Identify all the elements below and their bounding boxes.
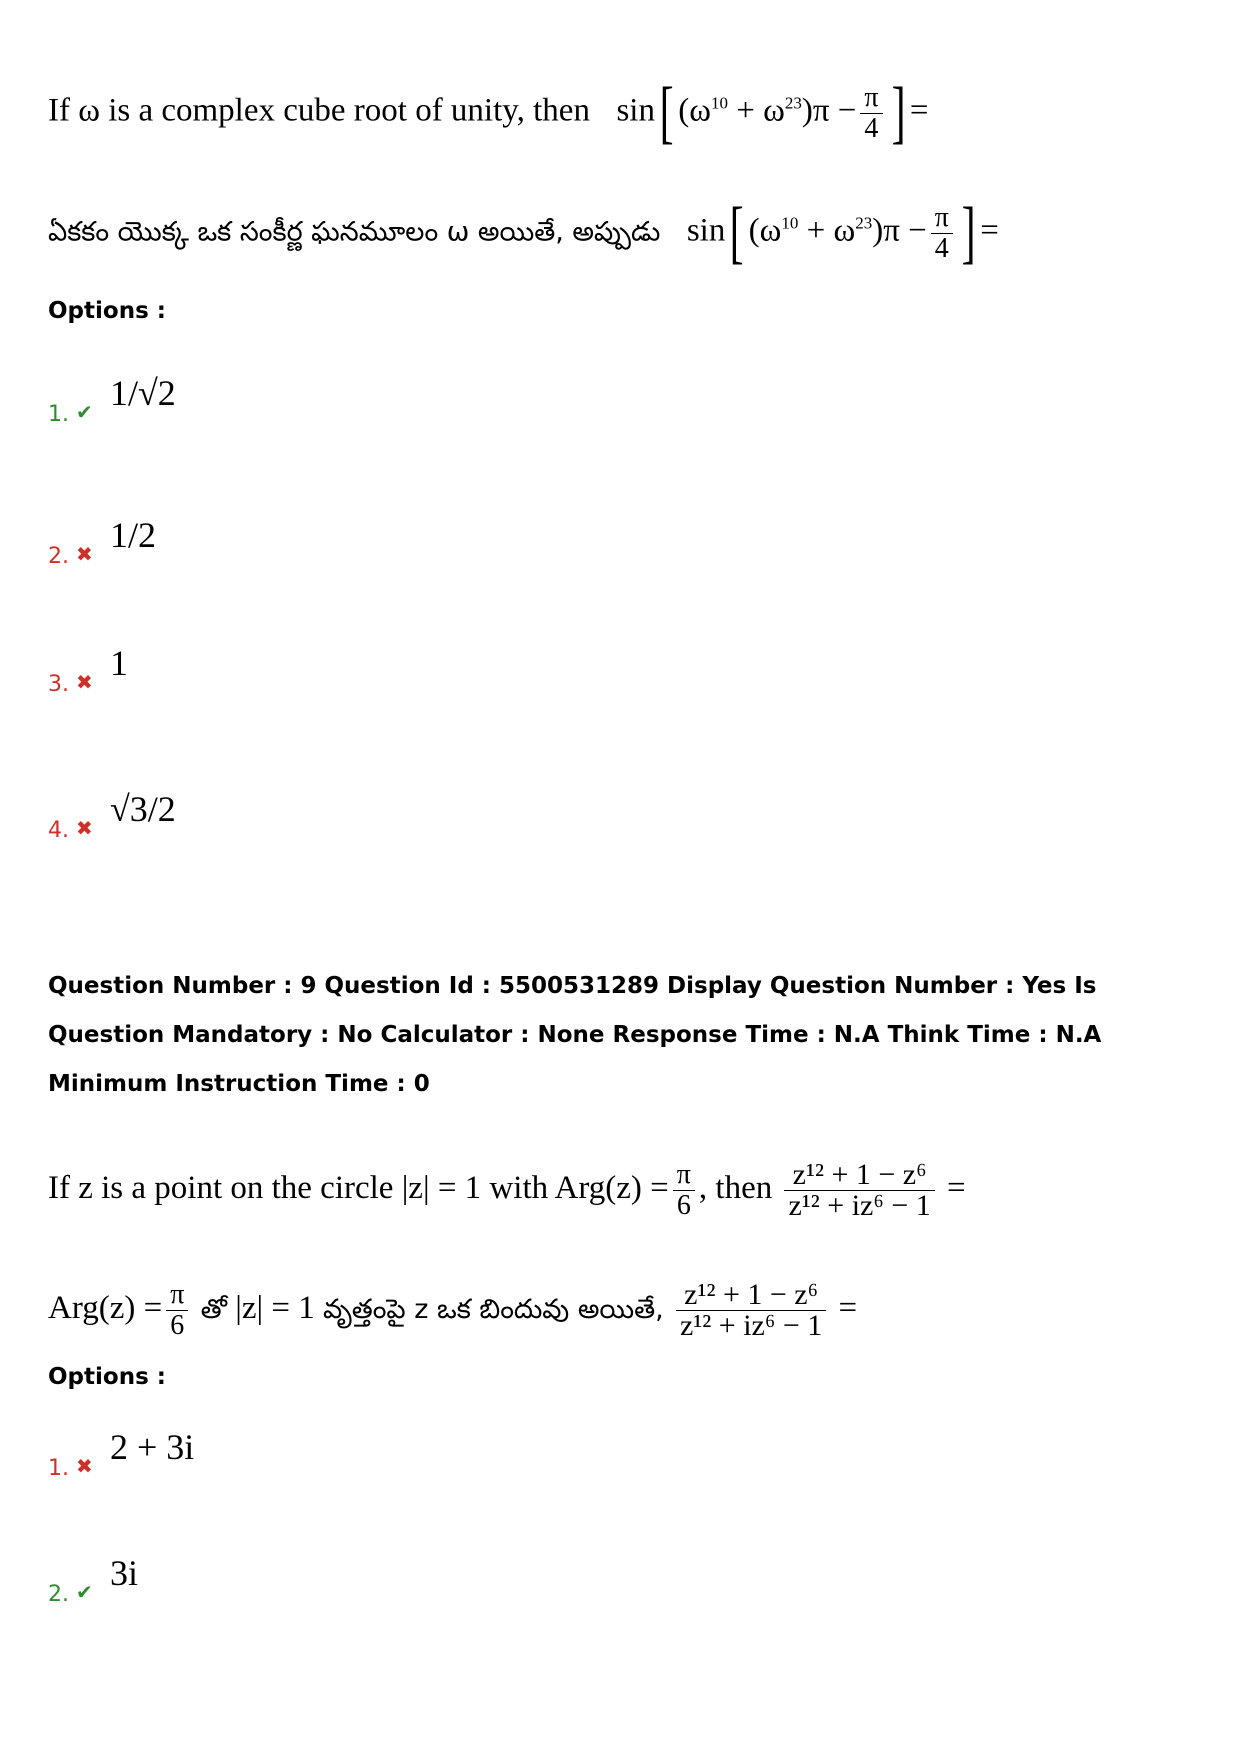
q8-english-question: If ω is a complex cube root of unity, then sin[ $(\omega^{10} + \omega^{23})\pi$ − $\frac{\pi}{4}$ ] = [48,74,929,151]
q9-telugu-main-fraction: $\frac{\text{z¹² + 1 − z⁶}}{\text{z¹² + iz⁶ − 1}}$ [676,1280,826,1341]
q8-options-label: Options : [48,298,166,324]
q9-options-label: Options : [48,1364,166,1390]
q9-telugu-question: Arg(z) = $\frac{\pi}{6}$ తో |z| = 1 వృత్తంపై z ఒక బిందువు అయితే, $\frac{\text{z¹² + 1 − z⁶}}{\text{z¹² + iz⁶ − 1}}$ = [48,1278,858,1342]
wrong-cross-icon: ✖ [76,542,93,566]
q8-telugu-fraction: $\frac{\pi}{4}$ [931,203,953,264]
q9-english-arg-fraction: $\frac{\pi}{6}$ [673,1160,695,1221]
q9-english-main-fraction: $\frac{\text{z¹² + 1 − z⁶}}{\text{z¹² + iz⁶ − 1}}$ [784,1160,934,1221]
q8-telugu-question: ఏకకం యొక్క ఒక సంకీర్ణ ఘనమూలం ω అయితే, అప్పుడు sin[ $(\omega^{10} + \omega^{23})\pi$ − $\frac{\pi}{4}$ ] = [48,194,999,271]
q9-english-question: If z is a point on the circle |z| = 1 with Arg(z) = $\frac{\pi}{6}$ , then $\frac{\text{z¹² + 1 − z⁶}}{\text{z¹² + iz⁶ − 1}}$ = [48,1158,966,1222]
wrong-cross-icon: ✖ [76,816,93,840]
q9-meta: Question Number : 9 Question Id : 5500531289 Display Question Number : Yes Is Question Mandatory : No Calculator : None Response Time : N.A Think Time : N.A Minimum Instruction Time : 0 [48,973,1102,1097]
wrong-cross-icon: ✖ [76,670,93,694]
correct-check-icon: ✔ [76,400,93,424]
wrong-cross-icon: ✖ [76,1454,93,1478]
correct-check-icon: ✔ [76,1580,93,1604]
q8-english-fraction: $\frac{\pi}{4}$ [860,83,882,144]
q9-telugu-arg-fraction: $\frac{\pi}{6}$ [166,1280,188,1341]
